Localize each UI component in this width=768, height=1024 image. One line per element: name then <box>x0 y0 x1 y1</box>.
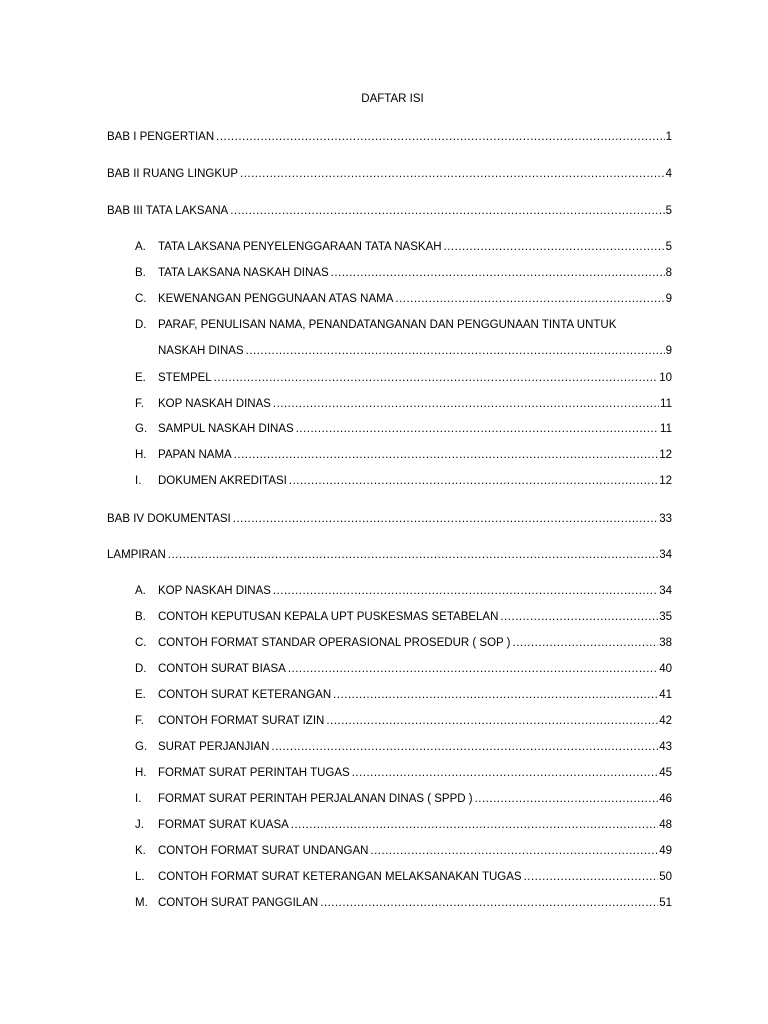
toc-subentry <box>135 290 672 306</box>
toc-entry-label: BAB IV DOKUMENTASI <box>107 513 231 525</box>
toc-page-number: 5 <box>665 241 672 253</box>
toc-subentry <box>135 660 672 676</box>
toc-page-number: 1 <box>665 131 672 143</box>
toc-entry-label: CONTOH FORMAT SURAT KETERANGAN MELAKSANAKAN TUGAS <box>158 871 522 883</box>
toc-entry-label: SAMPUL NASKAH DINAS <box>158 423 294 435</box>
toc-page-number: 5 <box>665 205 672 217</box>
toc-subentry <box>135 764 672 780</box>
toc-entry-label: NASKAH DINAS <box>158 345 244 357</box>
toc-subentry <box>135 264 672 280</box>
dot-leader <box>524 870 659 884</box>
toc-page-number: 12 <box>659 449 672 461</box>
toc-page-number: 45 <box>659 767 672 779</box>
toc-entry-label: LAMPIRAN <box>107 549 166 561</box>
dot-leader <box>475 792 659 806</box>
toc-letter: I. <box>135 475 142 487</box>
dot-leader <box>326 714 658 728</box>
toc-entry-lampiran <box>107 546 672 562</box>
toc-letter: E. <box>135 689 146 701</box>
toc-page-number: 42 <box>659 715 672 727</box>
toc-entry-label: PARAF, PENULISAN NAMA, PENANDATANGANAN DAN PENGGUNAAN TINTA UNTUK <box>158 319 617 331</box>
toc-subentry-continuation <box>135 342 672 358</box>
toc-entry-label: CONTOH SURAT PANGGILAN <box>158 897 319 909</box>
toc-page-number: 34 <box>659 585 672 597</box>
toc-subentry <box>135 582 672 598</box>
dot-leader <box>289 474 658 488</box>
dot-leader <box>214 371 659 385</box>
toc-page-number: 11 <box>660 423 672 435</box>
toc-page-number: 40 <box>659 663 672 675</box>
toc-letter: A. <box>135 241 146 253</box>
toc-letter: C. <box>135 293 147 305</box>
toc-page-number: 33 <box>659 513 672 525</box>
toc-subentry <box>135 420 672 436</box>
toc-page-number: 38 <box>659 637 672 649</box>
dot-leader <box>331 266 665 280</box>
toc-entry-label: STEMPEL <box>158 372 212 384</box>
dot-leader <box>296 422 659 436</box>
toc-page-number: 10 <box>659 372 672 384</box>
toc-letter: M. <box>135 897 148 909</box>
toc-letter: B. <box>135 267 146 279</box>
toc-page-number: 4 <box>665 168 672 180</box>
dot-leader <box>168 548 658 562</box>
toc-entry-label: BAB I PENGERTIAN <box>107 131 215 143</box>
toc-subentry <box>135 894 672 910</box>
toc-page-number: 48 <box>659 819 672 831</box>
dot-leader <box>291 818 658 832</box>
toc-subentry <box>135 634 672 650</box>
toc-letter: H. <box>135 449 147 461</box>
toc-subentry <box>135 790 672 806</box>
dot-leader <box>395 292 664 306</box>
toc-entry-label: PAPAN NAMA <box>158 449 232 461</box>
page-title: DAFTAR ISI <box>361 93 424 105</box>
toc-letter: F. <box>135 398 144 410</box>
toc-letter: I. <box>135 793 142 805</box>
toc-page-number: 9 <box>665 345 672 357</box>
dot-leader <box>216 130 664 144</box>
toc-subentry <box>135 472 672 488</box>
toc-entry-label: TATA LAKSANA PENYELENGGARAAN TATA NASKAH <box>158 241 442 253</box>
toc-entry-bab-2 <box>107 165 672 181</box>
toc-subentry <box>135 316 672 332</box>
toc-letter: A. <box>135 585 146 597</box>
toc-letter: D. <box>135 663 147 675</box>
toc-entry-label: CONTOH FORMAT SURAT UNDANGAN <box>158 845 369 857</box>
dot-leader <box>500 610 658 624</box>
toc-entry-label: SURAT PERJANJIAN <box>158 741 270 753</box>
toc-subentry <box>135 842 672 858</box>
toc-letter: B. <box>135 611 146 623</box>
toc-letter: H. <box>135 767 147 779</box>
toc-entry-label: FORMAT SURAT KUASA <box>158 819 289 831</box>
toc-letter: C. <box>135 637 147 649</box>
toc-entry-bab-1 <box>107 128 672 144</box>
dot-leader <box>246 344 665 358</box>
toc-subentry <box>135 446 672 462</box>
dot-leader <box>333 688 658 702</box>
toc-letter: G. <box>135 741 148 753</box>
toc-entry-label: CONTOH KEPUTUSAN KEPALA UPT PUSKESMAS SETABELAN <box>158 611 499 623</box>
toc-subentry <box>135 238 672 254</box>
dot-leader <box>233 512 658 526</box>
toc-entry-label: FORMAT SURAT PERINTAH TUGAS <box>158 767 350 779</box>
toc-letter: G. <box>135 423 148 435</box>
toc-entry-label: FORMAT SURAT PERINTAH PERJALANAN DINAS ( SPPD ) <box>158 793 473 805</box>
toc-letter: D. <box>135 319 147 331</box>
toc-page-number: 9 <box>665 293 672 305</box>
dot-leader <box>271 740 658 754</box>
dot-leader <box>273 397 659 411</box>
toc-entry-bab-3 <box>107 202 672 218</box>
dot-leader <box>352 766 659 780</box>
toc-entry-label: KOP NASKAH DINAS <box>158 585 271 597</box>
dot-leader <box>320 896 658 910</box>
toc-page-number: 51 <box>659 897 672 909</box>
toc-entry-label: BAB III TATA LAKSANA <box>107 205 229 217</box>
toc-letter: K. <box>135 845 146 857</box>
toc-page-number: 34 <box>659 549 672 561</box>
toc-letter: E. <box>135 372 146 384</box>
toc-subentry <box>135 608 672 624</box>
toc-letter: L. <box>135 871 145 883</box>
toc-subentry <box>135 868 672 884</box>
toc-entry-label: CONTOH FORMAT STANDAR OPERASIONAL PROSEDUR ( SOP ) <box>158 637 511 649</box>
toc-page-number: 12 <box>659 475 672 487</box>
toc-page-number: 46 <box>659 793 672 805</box>
toc-entry-label: KOP NASKAH DINAS <box>158 398 271 410</box>
dot-leader <box>240 167 665 181</box>
toc-entry-label: TATA LAKSANA NASKAH DINAS <box>158 267 329 279</box>
dot-leader <box>513 636 659 650</box>
toc-entry-label: KEWENANGAN PENGGUNAAN ATAS NAMA <box>158 293 394 305</box>
dot-leader <box>234 448 659 462</box>
toc-page-number: 35 <box>659 611 672 623</box>
toc-subentry <box>135 738 672 754</box>
dot-leader <box>288 662 658 676</box>
toc-page-number: 50 <box>659 871 672 883</box>
toc-subentry <box>135 686 672 702</box>
toc-entry-label: BAB II RUANG LINGKUP <box>107 168 239 180</box>
toc-letter: F. <box>135 715 144 727</box>
toc-entry-bab-4 <box>107 510 672 526</box>
toc-letter: J. <box>135 819 144 831</box>
toc-subentry <box>135 369 672 385</box>
toc-page-number: 8 <box>665 267 672 279</box>
toc-subentry <box>135 816 672 832</box>
toc-entry-label: CONTOH SURAT KETERANGAN <box>158 689 332 701</box>
toc-page-number: 43 <box>659 741 672 753</box>
dot-leader <box>370 844 658 858</box>
toc-subentry <box>135 712 672 728</box>
toc-entry-label: CONTOH SURAT BIASA <box>158 663 286 675</box>
toc-page-number: 41 <box>659 689 672 701</box>
dot-leader <box>273 584 658 598</box>
dot-leader <box>444 240 665 254</box>
toc-page-number: 49 <box>659 845 672 857</box>
toc-page-number: 11 <box>660 398 672 410</box>
toc-subentry <box>135 395 672 411</box>
toc-entry-label: CONTOH FORMAT SURAT IZIN <box>158 715 325 727</box>
toc-entry-label: DOKUMEN AKREDITASI <box>158 475 287 487</box>
dot-leader <box>230 204 664 218</box>
